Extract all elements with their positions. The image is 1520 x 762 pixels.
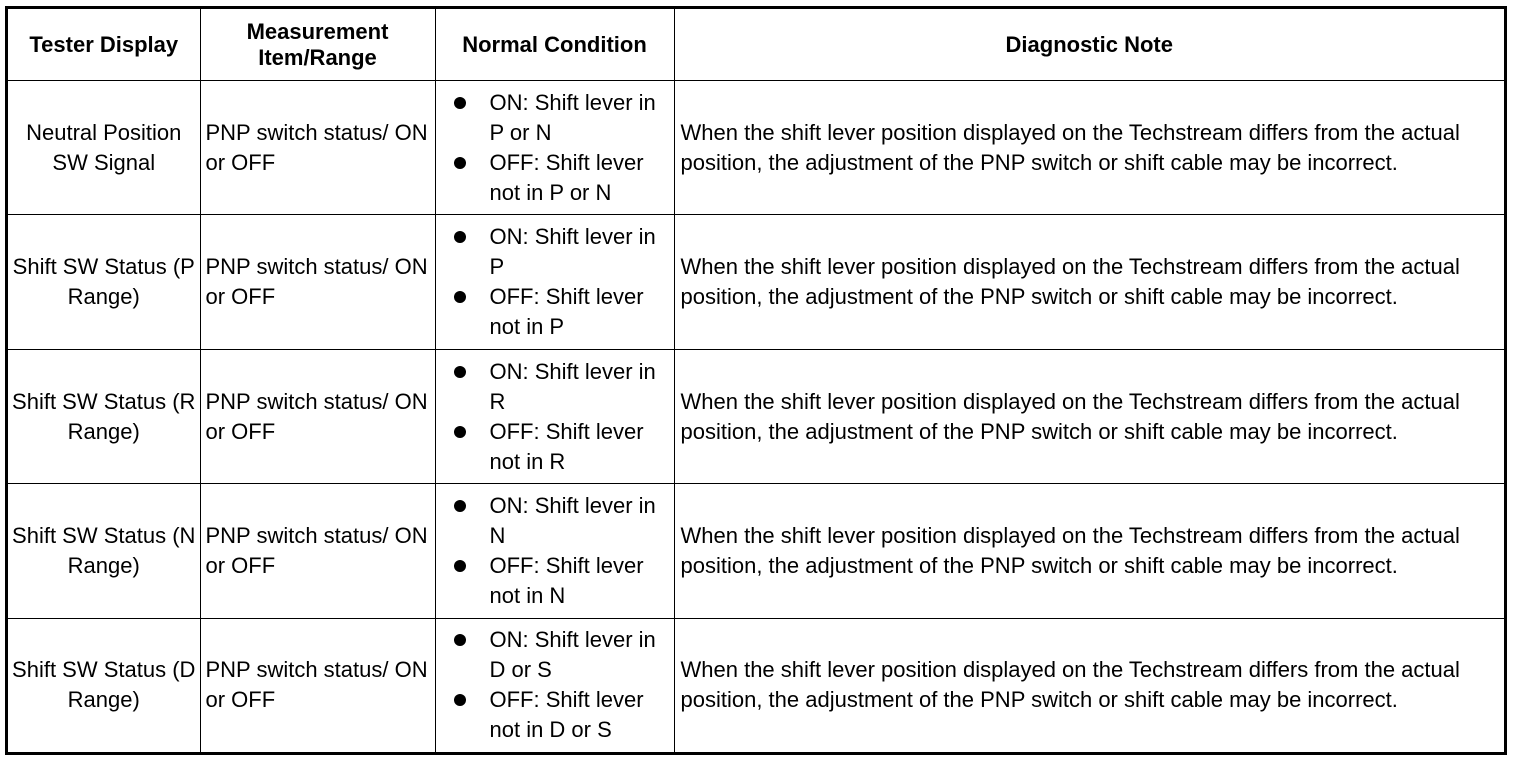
normal-condition-cell [435, 215, 674, 349]
condition-item [442, 357, 670, 417]
header-diagnostic-note: Diagnostic Note [674, 9, 1504, 81]
bullet-icon [454, 560, 466, 572]
tester-display-cell: Shift SW Status (N Range) [8, 484, 200, 618]
table-row [8, 484, 1504, 618]
condition-text: OFF: Shift lever not in D or S [489, 687, 644, 743]
tester-display-cell: Neutral Position SW Signal [8, 81, 200, 215]
diagnostic-note-cell: When the shift lever position displayed on the Techstream differs from the actual position, the adjustment of the PNP switch or shift cable may be incorrect. [674, 484, 1504, 618]
normal-condition-cell [435, 484, 674, 618]
header-tester-display: Tester Display [8, 9, 200, 81]
measurement-range-cell: PNP switch status/ ON or OFF [200, 215, 435, 349]
condition-item [442, 282, 670, 342]
condition-text: ON: Shift lever in D or S [489, 627, 656, 683]
condition-text: ON: Shift lever in P [489, 224, 656, 280]
bullet-icon [454, 157, 466, 169]
tester-display-cell: Shift SW Status (D Range) [8, 618, 200, 752]
condition-text: OFF: Shift lever not in P [489, 284, 644, 340]
bullet-icon [454, 694, 466, 706]
condition-item [442, 417, 670, 477]
normal-condition-cell [435, 349, 674, 483]
measurement-range-cell: PNP switch status/ ON or OFF [200, 484, 435, 618]
data-list-table [8, 9, 1504, 752]
diagnostic-note-cell: When the shift lever position displayed on the Techstream differs from the actual position, the adjustment of the PNP switch or shift cable may be incorrect. [674, 349, 1504, 483]
normal-condition-cell [435, 81, 674, 215]
condition-text: ON: Shift lever in P or N [489, 89, 656, 145]
condition-list [442, 625, 670, 745]
header-measurement: Measurement Item/Range [200, 9, 435, 81]
header-normal-condition: Normal Condition [435, 9, 674, 81]
condition-text: OFF: Shift lever not in R [489, 418, 644, 474]
condition-item [442, 685, 670, 745]
normal-condition-cell [435, 618, 674, 752]
table-row [8, 618, 1504, 752]
diagnostic-table [5, 6, 1507, 755]
diagnostic-note-cell: When the shift lever position displayed on the Techstream differs from the actual position, the adjustment of the PNP switch or shift cable may be incorrect. [674, 618, 1504, 752]
condition-list [442, 222, 670, 342]
condition-text: ON: Shift lever in R [489, 358, 656, 414]
bullet-icon [454, 426, 466, 438]
diagnostic-note-cell: When the shift lever position displayed on the Techstream differs from the actual position, the adjustment of the PNP switch or shift cable may be incorrect. [674, 81, 1504, 215]
diagnostic-note-cell: When the shift lever position displayed on the Techstream differs from the actual position, the adjustment of the PNP switch or shift cable may be incorrect. [674, 215, 1504, 349]
measurement-range-cell: PNP switch status/ ON or OFF [200, 81, 435, 215]
tester-display-cell: Shift SW Status (P Range) [8, 215, 200, 349]
bullet-icon [454, 366, 466, 378]
table-row [8, 215, 1504, 349]
measurement-range-cell: PNP switch status/ ON or OFF [200, 349, 435, 483]
condition-item [442, 625, 670, 685]
bullet-icon [454, 231, 466, 243]
measurement-range-cell: PNP switch status/ ON or OFF [200, 618, 435, 752]
condition-list [442, 357, 670, 477]
condition-item [442, 148, 670, 208]
condition-list [442, 88, 670, 208]
tester-display-cell: Shift SW Status (R Range) [8, 349, 200, 483]
condition-item [442, 222, 670, 282]
condition-text: OFF: Shift lever not in N [489, 552, 644, 608]
header-row [8, 9, 1504, 81]
condition-item [442, 88, 670, 148]
table-row [8, 81, 1504, 215]
condition-list [442, 491, 670, 611]
bullet-icon [454, 291, 466, 303]
bullet-icon [454, 634, 466, 646]
condition-item [442, 491, 670, 551]
table-row [8, 349, 1504, 483]
condition-text: ON: Shift lever in N [489, 492, 656, 548]
condition-text: OFF: Shift lever not in P or N [489, 149, 644, 205]
bullet-icon [454, 500, 466, 512]
bullet-icon [454, 97, 466, 109]
condition-item [442, 551, 670, 611]
